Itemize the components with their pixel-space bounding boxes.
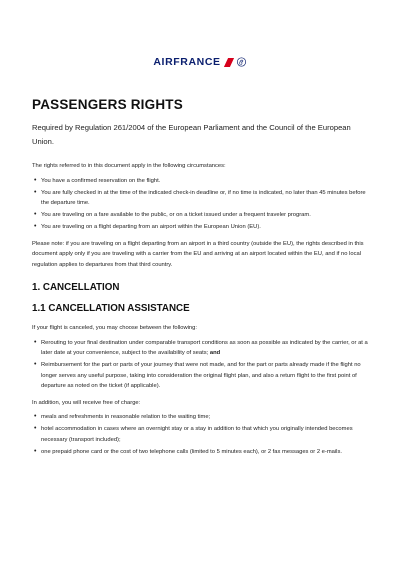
list-item-text: You are traveling on a fare available to the public, or on a ticket issued under a frequent traveler program. [41,212,311,218]
bullet-icon: • [34,413,37,420]
cancel-lead: If your flight is canceled, you may choose between the following: [32,325,197,331]
bullet-icon: • [34,223,37,230]
section-heading-cancellation-assistance: 1.1 CANCELLATION ASSISTANCE [32,303,190,314]
bullet-icon: • [34,425,37,432]
section-heading-cancellation: 1. CANCELLATION [32,282,120,293]
cancel-options-list [32,338,372,392]
logo-wordmark: AIRFRANCE [153,56,221,68]
free-lead: In addition, you will receive free of charge: [32,399,141,406]
free-items-list [32,412,372,457]
list-item-text: one prepaid phone card or the cost of two telephone calls (limited to 5 minutes each), or 2 fax messages or 2 e-mails. [41,448,342,455]
list-item [32,447,372,458]
list-item-text: You are traveling on a flight departing from an airport within the European Union (EU). [41,224,261,230]
bullet-icon: • [34,338,37,346]
list-item-text: hotel accommodation in cases where an overnight stay or a stay in addition to that which you originally intended becomes necessary (transport included); [41,426,353,443]
list-item-text: You have a confirmed reservation on the flight. [41,177,161,184]
bullet-icon: • [34,211,37,218]
list-item [32,188,372,209]
circumstances-list [32,176,372,233]
list-item-text: meals and refreshments in reasonable relation to the waiting time; [41,414,211,420]
list-item [32,360,372,392]
list-item [32,222,372,233]
list-item-text: Reimbursement for the part or parts of your journey that were not made, and for the part or parts already made if the flight no longer serves any useful purpose, taking into consideration the original flight plan, and also a return flight to the first point of departure as noted on the ticket (if applicable). [41,362,361,389]
bullet-icon: • [34,176,37,184]
seahorse-icon [236,57,247,67]
list-item [32,176,372,187]
bullet-icon: • [34,447,37,455]
list-item [32,424,372,445]
list-item [32,210,372,221]
document-body [32,97,372,463]
page-title: PASSENGERS RIGHTS [32,97,183,112]
circumstances-lead: The rights referred to in this document apply in the following circumstances: [32,163,226,169]
list-item-text: Rerouting to your final destination under comparable transport conditions as soon as possible as indicated by the carrier, or at a later date at your convenience, subject to the availability of seats; [41,339,368,356]
logo-stripe-icon [224,58,234,67]
note-paragraph: Please note: if you are traveling on a flight departing from an airport in a third country (outside the EU), the rights described in this document apply only if you are traveling with a carrier from the EU and arriving at an airport located within the EU, and if no local regulation applies to departures from that third country. [32,240,364,268]
intro-paragraph: Required by Regulation 261/2004 of the European Parliament and the Council of the European Union. [32,123,351,146]
list-item [32,412,372,423]
bullet-icon: • [34,361,37,368]
list-item-text: You are fully checked in at the time of the indicated check-in deadline or, if no time is indicated, no later than 45 minutes before the departure time. [41,189,366,206]
bullet-icon: • [34,188,37,196]
airfrance-logo [0,56,400,68]
list-item-bold: and [209,350,221,356]
list-item [32,338,372,359]
